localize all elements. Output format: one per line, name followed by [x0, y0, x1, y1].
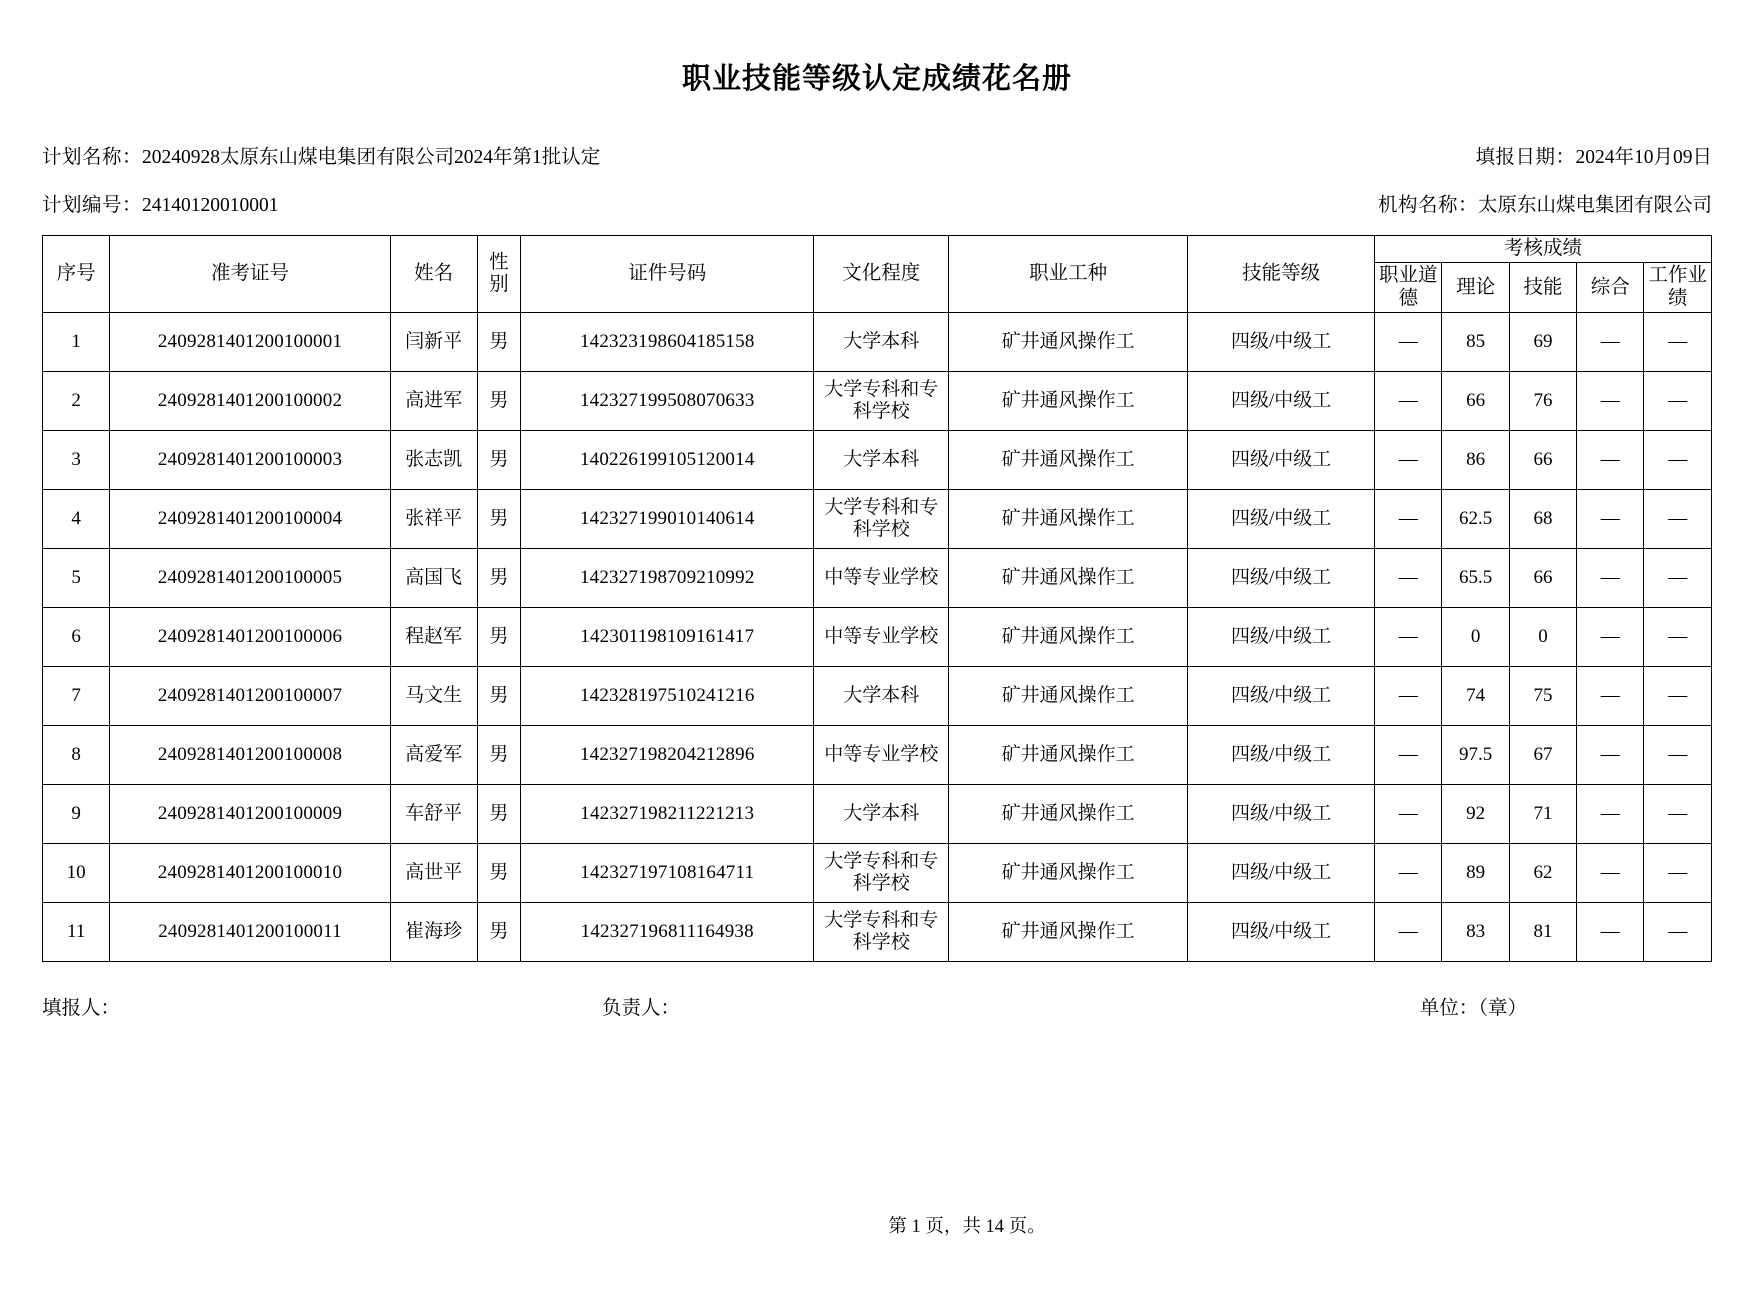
reporter-label: 填报人： — [42, 998, 121, 1020]
cell-occupation: 矿井通风操作工 — [949, 490, 1188, 549]
header-score-ethics: 职业道德 — [1375, 263, 1442, 313]
plan-name-value: 20240928太原东山煤电集团有限公司2024年第1批认定 — [142, 147, 601, 168]
cell-score-theory: 0 — [1442, 608, 1509, 667]
cell-score-skill: 71 — [1509, 785, 1576, 844]
cell-score-theory: 65.5 — [1442, 549, 1509, 608]
cell-name: 程赵军 — [390, 608, 477, 667]
cell-skill-level: 四级/中级工 — [1188, 667, 1375, 726]
cell-name: 高国飞 — [390, 549, 477, 608]
cell-education: 中等专业学校 — [814, 608, 949, 667]
cell-score-performance: — — [1644, 785, 1712, 844]
table-header-row-1 — [43, 236, 1712, 263]
cell-score-comprehensive: — — [1577, 903, 1644, 962]
cell-admit-ticket: 2409281401200100004 — [110, 490, 390, 549]
cell-education: 大学专科和专科学校 — [814, 372, 949, 431]
cell-sex: 男 — [477, 608, 520, 667]
cell-score-performance: — — [1644, 313, 1712, 372]
cell-occupation: 矿井通风操作工 — [949, 667, 1188, 726]
cell-score-ethics: — — [1375, 844, 1442, 903]
cell-seq: 8 — [43, 726, 110, 785]
cell-id-number: 142327198204212896 — [521, 726, 814, 785]
cell-score-skill: 66 — [1509, 549, 1576, 608]
cell-score-ethics: — — [1375, 785, 1442, 844]
cell-score-ethics: — — [1375, 608, 1442, 667]
cell-education: 大学专科和专科学校 — [814, 903, 949, 962]
header-id-number: 证件号码 — [521, 236, 814, 313]
cell-score-performance: — — [1644, 549, 1712, 608]
cell-score-performance: — — [1644, 667, 1712, 726]
cell-skill-level: 四级/中级工 — [1188, 431, 1375, 490]
cell-score-theory: 85 — [1442, 313, 1509, 372]
cell-admit-ticket: 2409281401200100006 — [110, 608, 390, 667]
cell-id-number: 142328197510241216 — [521, 667, 814, 726]
table-row — [43, 372, 1712, 431]
plan-name-label: 计划名称： — [42, 147, 143, 168]
cell-seq: 7 — [43, 667, 110, 726]
cell-occupation: 矿井通风操作工 — [949, 844, 1188, 903]
report-date — [1475, 141, 1712, 169]
cell-sex: 男 — [477, 490, 520, 549]
cell-seq: 5 — [43, 549, 110, 608]
cell-score-ethics: — — [1375, 726, 1442, 785]
header-score-skill: 技能 — [1509, 263, 1576, 313]
cell-score-comprehensive: — — [1577, 549, 1644, 608]
table-row — [43, 313, 1712, 372]
cell-score-ethics: — — [1375, 549, 1442, 608]
unit-seal-label: 单位：（章） — [1419, 998, 1527, 1020]
cell-id-number: 142327198709210992 — [521, 549, 814, 608]
cell-admit-ticket: 2409281401200100005 — [110, 549, 390, 608]
cell-score-theory: 86 — [1442, 431, 1509, 490]
cell-occupation: 矿井通风操作工 — [949, 313, 1188, 372]
cell-score-performance: — — [1644, 903, 1712, 962]
table-row — [43, 903, 1712, 962]
cell-score-ethics: — — [1375, 431, 1442, 490]
cell-score-performance: — — [1644, 608, 1712, 667]
cell-score-ethics: — — [1375, 490, 1442, 549]
org-name-label: 机构名称： — [1377, 195, 1478, 216]
cell-education: 大学本科 — [814, 431, 949, 490]
cell-id-number: 142327197108164711 — [521, 844, 814, 903]
roster-table — [42, 235, 1712, 962]
cell-admit-ticket: 2409281401200100001 — [110, 313, 390, 372]
header-scores-group: 考核成绩 — [1375, 236, 1712, 263]
cell-occupation: 矿井通风操作工 — [949, 431, 1188, 490]
plan-name — [42, 141, 600, 169]
cell-score-skill: 0 — [1509, 608, 1576, 667]
cell-occupation: 矿井通风操作工 — [949, 726, 1188, 785]
cell-skill-level: 四级/中级工 — [1188, 372, 1375, 431]
cell-score-ethics: — — [1375, 372, 1442, 431]
report-date-value: 2024年10月09日 — [1575, 147, 1712, 168]
cell-score-skill: 81 — [1509, 903, 1576, 962]
cell-seq: 4 — [43, 490, 110, 549]
table-row — [43, 726, 1712, 785]
cell-score-performance: — — [1644, 431, 1712, 490]
plan-code-value: 24140120010001 — [142, 195, 279, 216]
cell-name: 张祥平 — [390, 490, 477, 549]
cell-score-comprehensive: — — [1577, 490, 1644, 549]
cell-score-comprehensive: — — [1577, 372, 1644, 431]
cell-score-theory: 74 — [1442, 667, 1509, 726]
cell-score-skill: 69 — [1509, 313, 1576, 372]
cell-score-comprehensive: — — [1577, 726, 1644, 785]
cell-education: 大学专科和专科学校 — [814, 490, 949, 549]
cell-name: 高爱军 — [390, 726, 477, 785]
manager-label: 负责人： — [602, 998, 681, 1020]
cell-score-comprehensive: — — [1577, 608, 1644, 667]
cell-score-theory: 62.5 — [1442, 490, 1509, 549]
document-page — [0, 56, 1754, 1296]
cell-skill-level: 四级/中级工 — [1188, 608, 1375, 667]
cell-admit-ticket: 2409281401200100010 — [110, 844, 390, 903]
cell-sex: 男 — [477, 903, 520, 962]
header-score-theory: 理论 — [1442, 263, 1509, 313]
cell-seq: 11 — [43, 903, 110, 962]
cell-score-skill: 75 — [1509, 667, 1576, 726]
cell-seq: 9 — [43, 785, 110, 844]
cell-score-theory: 97.5 — [1442, 726, 1509, 785]
cell-id-number: 142327196811164938 — [521, 903, 814, 962]
cell-id-number: 140226199105120014 — [521, 431, 814, 490]
cell-skill-level: 四级/中级工 — [1188, 785, 1375, 844]
cell-admit-ticket: 2409281401200100007 — [110, 667, 390, 726]
cell-skill-level: 四级/中级工 — [1188, 490, 1375, 549]
table-row — [43, 844, 1712, 903]
cell-occupation: 矿井通风操作工 — [949, 549, 1188, 608]
cell-score-performance: — — [1644, 726, 1712, 785]
cell-score-skill: 68 — [1509, 490, 1576, 549]
cell-score-comprehensive: — — [1577, 785, 1644, 844]
meta-row-plan — [42, 141, 1712, 171]
cell-score-ethics: — — [1375, 667, 1442, 726]
cell-score-comprehensive: — — [1577, 431, 1644, 490]
cell-occupation: 矿井通风操作工 — [949, 785, 1188, 844]
cell-name: 张志凯 — [390, 431, 477, 490]
cell-seq: 1 — [43, 313, 110, 372]
cell-skill-level: 四级/中级工 — [1188, 903, 1375, 962]
header-skill-level: 技能等级 — [1188, 236, 1375, 313]
header-sex: 性别 — [477, 236, 520, 313]
table-row — [43, 549, 1712, 608]
cell-score-skill: 62 — [1509, 844, 1576, 903]
cell-score-ethics: — — [1375, 903, 1442, 962]
cell-sex: 男 — [477, 431, 520, 490]
org-name — [1378, 189, 1712, 217]
roster-table-body — [43, 313, 1712, 962]
cell-id-number: 142323198604185158 — [521, 313, 814, 372]
cell-admit-ticket: 2409281401200100002 — [110, 372, 390, 431]
meta-row-code — [42, 189, 1712, 219]
cell-sex: 男 — [477, 726, 520, 785]
cell-admit-ticket: 2409281401200100008 — [110, 726, 390, 785]
cell-seq: 10 — [43, 844, 110, 903]
cell-score-theory: 92 — [1442, 785, 1509, 844]
cell-score-skill: 76 — [1509, 372, 1576, 431]
cell-name: 高世平 — [390, 844, 477, 903]
signature-row — [42, 992, 1712, 1024]
cell-admit-ticket: 2409281401200100003 — [110, 431, 390, 490]
cell-education: 大学专科和专科学校 — [814, 844, 949, 903]
header-score-comprehensive: 综合 — [1577, 263, 1644, 313]
table-row — [43, 431, 1712, 490]
cell-id-number: 142301198109161417 — [521, 608, 814, 667]
cell-admit-ticket: 2409281401200100009 — [110, 785, 390, 844]
header-occupation: 职业工种 — [949, 236, 1188, 313]
cell-id-number: 142327199508070633 — [521, 372, 814, 431]
cell-sex: 男 — [477, 785, 520, 844]
org-name-value: 太原东山煤电集团有限公司 — [1477, 195, 1712, 216]
cell-name: 高进军 — [390, 372, 477, 431]
table-row — [43, 667, 1712, 726]
cell-skill-level: 四级/中级工 — [1188, 726, 1375, 785]
cell-score-comprehensive: — — [1577, 667, 1644, 726]
cell-occupation: 矿井通风操作工 — [949, 608, 1188, 667]
cell-score-ethics: — — [1375, 313, 1442, 372]
cell-skill-level: 四级/中级工 — [1188, 549, 1375, 608]
cell-education: 中等专业学校 — [814, 549, 949, 608]
cell-seq: 6 — [43, 608, 110, 667]
cell-skill-level: 四级/中级工 — [1188, 844, 1375, 903]
cell-sex: 男 — [477, 313, 520, 372]
cell-education: 中等专业学校 — [814, 726, 949, 785]
cell-id-number: 142327198211221213 — [521, 785, 814, 844]
cell-admit-ticket: 2409281401200100011 — [110, 903, 390, 962]
table-row — [43, 608, 1712, 667]
report-date-label: 填报日期： — [1475, 147, 1576, 168]
cell-name: 马文生 — [390, 667, 477, 726]
cell-score-theory: 89 — [1442, 844, 1509, 903]
cell-score-skill: 66 — [1509, 431, 1576, 490]
cell-seq: 3 — [43, 431, 110, 490]
cell-score-performance: — — [1644, 844, 1712, 903]
cell-score-performance: — — [1644, 372, 1712, 431]
header-seq: 序号 — [43, 236, 110, 313]
header-name: 姓名 — [390, 236, 477, 313]
cell-sex: 男 — [477, 372, 520, 431]
cell-score-theory: 83 — [1442, 903, 1509, 962]
cell-score-performance: — — [1644, 490, 1712, 549]
cell-score-comprehensive: — — [1577, 844, 1644, 903]
header-education: 文化程度 — [814, 236, 949, 313]
table-row — [43, 490, 1712, 549]
header-admit-ticket: 准考证号 — [110, 236, 390, 313]
cell-score-theory: 66 — [1442, 372, 1509, 431]
cell-occupation: 矿井通风操作工 — [949, 372, 1188, 431]
cell-sex: 男 — [477, 667, 520, 726]
cell-sex: 男 — [477, 844, 520, 903]
cell-score-comprehensive: — — [1577, 313, 1644, 372]
cell-occupation: 矿井通风操作工 — [949, 903, 1188, 962]
page-number: 第 1 页，共 14 页。 — [888, 1217, 1046, 1237]
plan-code — [42, 189, 279, 217]
cell-education: 大学本科 — [814, 313, 949, 372]
cell-name: 车舒平 — [390, 785, 477, 844]
cell-education: 大学本科 — [814, 785, 949, 844]
cell-name: 闫新平 — [390, 313, 477, 372]
plan-code-label: 计划编号： — [42, 195, 143, 216]
cell-name: 崔海珍 — [390, 903, 477, 962]
cell-id-number: 142327199010140614 — [521, 490, 814, 549]
cell-skill-level: 四级/中级工 — [1188, 313, 1375, 372]
cell-sex: 男 — [477, 549, 520, 608]
cell-score-skill: 67 — [1509, 726, 1576, 785]
cell-education: 大学本科 — [814, 667, 949, 726]
header-score-performance: 工作业绩 — [1644, 263, 1712, 313]
cell-seq: 2 — [43, 372, 110, 431]
page-title: 职业技能等级认定成绩花名册 — [681, 63, 1072, 95]
table-row — [43, 785, 1712, 844]
